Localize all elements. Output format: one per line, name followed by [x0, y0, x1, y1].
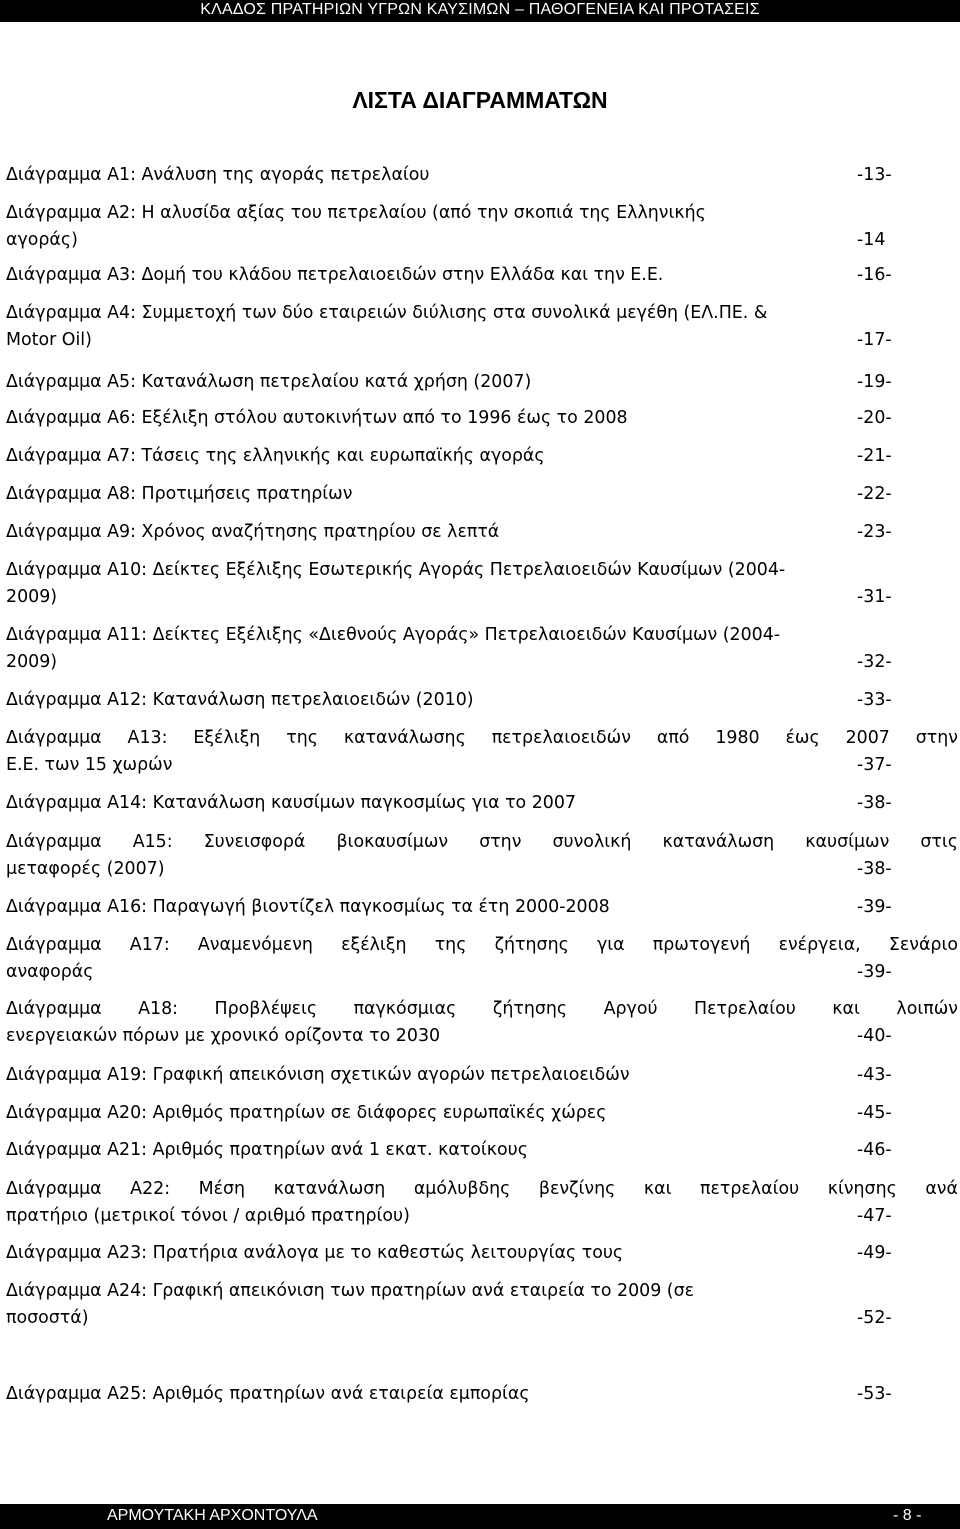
- entry-title: Διάγραμμα Α14: Κατανάλωση καυσίμων παγκοσμίως για το 2007: [6, 793, 576, 813]
- entry-title: Διάγραμμα Α7: Τάσεις της ελληνικής και ευρωπαϊκής αγοράς: [6, 446, 545, 466]
- entry-title-line2: Motor Oil): [6, 330, 92, 350]
- entry-title-line1: Διάγραμμα Α13: Εξέλιξη της κατανάλωσης πετρελαιοειδών από 1980 έως 2007 στην: [6, 728, 958, 748]
- list-item: [6, 1278, 956, 1332]
- entry-title: Διάγραμμα Α16: Παραγωγή βιοντίζελ παγκοσμίως τα έτη 2000-2008: [6, 897, 610, 917]
- entry-title: Διάγραμμα Α19: Γραφική απεικόνιση σχετικών αγορών πετρελαιοειδών: [6, 1065, 630, 1085]
- entry-page: -33-: [857, 690, 892, 710]
- entry-title-line1: Διάγραμμα Α22: Μέση κατανάλωση αμόλυβδης βενζίνης και πετρελαίου κίνησης ανά: [6, 1179, 958, 1199]
- entry-title-line2: ενεργειακών πόρων με χρονικό ορίζοντα το 2030: [6, 1026, 441, 1046]
- list-item: [6, 725, 956, 779]
- entry-page: -21-: [857, 446, 892, 466]
- entry-title-line1: Διάγραμμα Α17: Αναμενόμενη εξέλιξη της ζήτησης για πρωτογενή ενέργεια, Σενάριο: [6, 935, 958, 955]
- list-item: [6, 300, 956, 354]
- list-item: [6, 519, 956, 546]
- entry-title: Διάγραμμα Α9: Χρόνος αναζήτησης πρατηρίου σε λεπτά: [6, 522, 500, 542]
- entry-title: Διάγραμμα Α5: Κατανάλωση πετρελαίου κατά χρήση (2007): [6, 372, 532, 392]
- list-item: [6, 162, 956, 189]
- list-item: [6, 1100, 956, 1127]
- entry-title-line1: Διάγραμμα Α24: Γραφική απεικόνιση των πρατηρίων ανά εταιρεία το 2009 (σε: [6, 1281, 694, 1301]
- entry-title-line1: Διάγραμμα Α10: Δείκτες Εξέλιξης Εσωτερικής Αγοράς Πετρελαιοειδών Καυσίμων (2004-: [6, 560, 786, 580]
- list-item: [6, 622, 956, 676]
- entry-page: -22-: [857, 484, 892, 504]
- footer-page-number: - 8 -: [893, 1507, 922, 1524]
- list-item: [6, 443, 956, 470]
- list-item: [6, 1240, 956, 1267]
- list-item: [6, 1176, 956, 1230]
- entry-title: Διάγραμμα Α1: Ανάλυση της αγοράς πετρελαίου: [6, 165, 430, 185]
- entry-title: Διάγραμμα Α6: Εξέλιξη στόλου αυτοκινήτων από το 1996 έως το 2008: [6, 408, 628, 428]
- entry-page: -13-: [857, 165, 892, 185]
- list-item: [6, 894, 956, 921]
- entry-page: -14: [857, 230, 886, 250]
- entry-page: -16-: [857, 265, 892, 285]
- entry-page: -38-: [857, 859, 892, 879]
- list-item: [6, 687, 956, 714]
- entry-page: -23-: [857, 522, 892, 542]
- entry-page: -45-: [857, 1103, 892, 1123]
- list-item: [6, 932, 956, 986]
- list-item: [6, 790, 956, 817]
- entry-page: -39-: [857, 897, 892, 917]
- entry-title: Διάγραμμα Α23: Πρατήρια ανάλογα με το καθεστώς λειτουργίας τους: [6, 1243, 624, 1263]
- entry-page: -32-: [857, 652, 892, 672]
- entry-page: -17-: [857, 330, 892, 350]
- entry-title-line1: Διάγραμμα Α18: Προβλέψεις παγκόσμιας ζήτησης Αργού Πετρελαίου και λοιπών: [6, 999, 958, 1019]
- entry-page: -39-: [857, 962, 892, 982]
- entry-title-line1: Διάγραμμα Α4: Συμμετοχή των δύο εταιρειών διύλισης στα συνολικά μεγέθη (ΕΛ.ΠΕ. &: [6, 303, 768, 323]
- list-item: [6, 481, 956, 508]
- list-item: [6, 1137, 956, 1164]
- list-item: [6, 200, 956, 254]
- entry-title: Διάγραμμα Α21: Αριθμός πρατηρίων ανά 1 εκατ. κατοίκους: [6, 1140, 528, 1160]
- entry-page: -40-: [857, 1026, 892, 1046]
- entry-title: Διάγραμμα Α25: Αριθμός πρατηρίων ανά εταιρεία εμπορίας: [6, 1384, 530, 1404]
- entry-title-line2: Ε.Ε. των 15 χωρών: [6, 755, 173, 775]
- entry-page: -37-: [857, 755, 892, 775]
- list-item: [6, 996, 956, 1050]
- entry-title-line2: αγοράς): [6, 230, 78, 250]
- entry-page: -52-: [857, 1308, 892, 1328]
- running-footer: [0, 1504, 960, 1529]
- entry-page: -20-: [857, 408, 892, 428]
- page-title: ΛΙΣΤΑ ΔΙΑΓΡΑΜΜΑΤΩΝ: [352, 87, 608, 113]
- entry-title-line2: αναφοράς: [6, 962, 94, 982]
- list-item: [6, 1062, 956, 1089]
- header-text: ΚΛΑΔΟΣ ΠΡΑΤΗΡΙΩΝ ΥΓΡΩΝ ΚΑΥΣΙΜΩΝ – ΠΑΘΟΓΕΝΕΙΑ ΚΑΙ ΠΡΟΤΑΣΕΙΣ: [200, 1, 760, 18]
- entry-title-line2: 2009): [6, 587, 58, 607]
- list-item: [6, 405, 956, 432]
- entry-title-line2: 2009): [6, 652, 58, 672]
- entry-title-line2: πρατήριο (μετρικοί τόνοι / αριθμό πρατηρίου): [6, 1206, 410, 1226]
- entry-title-line1: Διάγραμμα Α2: Η αλυσίδα αξίας του πετρελαίου (από την σκοπιά της Ελληνικής: [6, 203, 706, 223]
- entry-page: -31-: [857, 587, 892, 607]
- entry-page: -43-: [857, 1065, 892, 1085]
- entry-page: -46-: [857, 1140, 892, 1160]
- entry-title-line1: Διάγραμμα Α11: Δείκτες Εξέλιξης «Διεθνούς Αγοράς» Πετρελαιοειδών Καυσίμων (2004-: [6, 625, 781, 645]
- running-header: [0, 0, 960, 22]
- list-item: [6, 557, 956, 611]
- entry-title-line1: Διάγραμμα Α15: Συνεισφορά βιοκαυσίμων στην συνολική κατανάλωση καυσίμων στις: [6, 832, 958, 852]
- list-item: [6, 1381, 956, 1408]
- entry-title-line2: ποσοστά): [6, 1308, 89, 1328]
- entry-title: Διάγραμμα Α3: Δομή του κλάδου πετρελαιοειδών στην Ελλάδα και την Ε.Ε.: [6, 265, 664, 285]
- list-item: [6, 262, 956, 289]
- entry-page: -53-: [857, 1384, 892, 1404]
- entry-page: -19-: [857, 372, 892, 392]
- entry-title: Διάγραμμα Α12: Κατανάλωση πετρελαιοειδών (2010): [6, 690, 474, 710]
- footer-author: ΑΡΜΟΥΤΑΚΗ ΑΡΧΟΝΤΟΥΛΑ: [107, 1507, 318, 1524]
- entry-page: -38-: [857, 793, 892, 813]
- entry-page: -49-: [857, 1243, 892, 1263]
- entry-title: Διάγραμμα Α20: Αριθμός πρατηρίων σε διάφορες ευρωπαϊκές χώρες: [6, 1103, 607, 1123]
- entry-page: -47-: [857, 1206, 892, 1226]
- entry-title: Διάγραμμα Α8: Προτιμήσεις πρατηρίων: [6, 484, 353, 504]
- entry-title-line2: μεταφορές (2007): [6, 859, 165, 879]
- list-item: [6, 829, 956, 883]
- list-item: [6, 369, 956, 396]
